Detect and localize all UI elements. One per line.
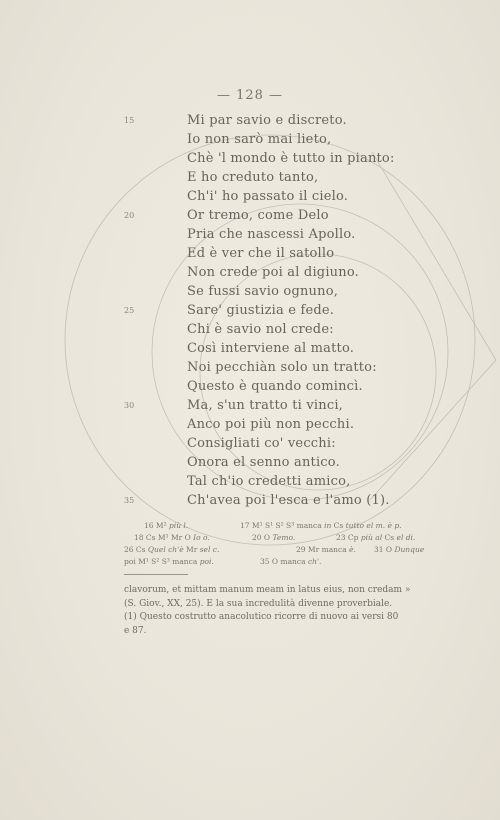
footnote-line: (S. Giov., XX, 25). E la sua incredulità divenne proverbiale. <box>124 598 393 609</box>
variant-reading: 16 M² più l. <box>144 521 189 530</box>
footnote-line: e 87. <box>124 625 147 636</box>
verse-line: Noi pecchiàn solo un tratto: <box>187 360 377 375</box>
variant-reading: 29 Mr manca è. <box>296 545 356 554</box>
line-number: 15 <box>124 116 135 125</box>
verse-line: Così interviene al matto. <box>187 341 355 356</box>
footnotes <box>124 584 444 638</box>
verse-line: Se fussi savio ognuno, <box>187 284 339 299</box>
variant-reading: poi M¹ S² S³ manca poi. <box>124 557 214 566</box>
footnote-rule <box>124 574 188 575</box>
fold-line-upper <box>372 152 496 360</box>
verse-line: Mi par savio e discreto. <box>187 113 347 128</box>
verse-line: Pria che nascessi Apollo. <box>187 227 356 242</box>
verse-line: Chè 'l mondo è tutto in pianto: <box>187 151 395 166</box>
variant-reading: 23 Cp più al Cs el di. <box>336 533 416 542</box>
verse-line: Ed è ver che il satollo <box>187 246 335 261</box>
variant-reading: 20 O Temo. <box>252 533 296 542</box>
variant-reading: 35 O manca ch'. <box>260 557 322 566</box>
verse-line: E ho creduto tanto, <box>187 170 319 185</box>
verse-line: Ma, s'un tratto ti vinci, <box>187 398 344 413</box>
verse-line: Onora el senno antico. <box>187 455 340 470</box>
verse-line: Tal ch'io credetti amico, <box>187 474 351 489</box>
variant-reading: 31 O Dunque <box>374 545 425 554</box>
verse-line: Anco poi più non pecchi. <box>187 417 355 432</box>
variant-reading: 26 Cs Quel ch'è Mr sel c. <box>124 545 220 554</box>
line-number: 35 <box>124 496 135 505</box>
footnote-line: clavorum, et mittam manum meam in latus eius, non credam » <box>124 585 411 595</box>
footnote-line: (1) Questo costrutto anacolutico ricorre di nuovo ai versi 80 <box>124 612 399 622</box>
fold-line-lower <box>370 360 496 500</box>
variant-reading: 17 M¹ S¹ S² S³ manca in Cs tutto el m. è p. <box>240 521 402 530</box>
variant-reading: 18 Cs M¹ Mr O Io o. <box>134 533 210 542</box>
verse-line: Sare' giustizia e fede. <box>187 303 335 318</box>
verse-line: Questo è quando comincì. <box>187 379 363 394</box>
verse-line: Ch'avea poi l'esca e l'amo (1). <box>187 493 390 508</box>
page-number: — 128 — <box>216 88 284 103</box>
verse-line: Ch'i' ho passato il cielo. <box>187 189 349 204</box>
verse-line: Consigliati co' vecchi: <box>187 436 336 451</box>
line-number: 25 <box>124 306 135 315</box>
line-number: 30 <box>124 401 135 410</box>
verse-line: Io non sarò mai lieto, <box>187 132 332 147</box>
verse-line: Chi è savio nol crede: <box>187 322 334 337</box>
verse-line: Or tremo, come Delo <box>187 208 329 223</box>
verse-line: Non crede poi al digiuno. <box>187 265 359 280</box>
line-number: 20 <box>124 211 135 220</box>
